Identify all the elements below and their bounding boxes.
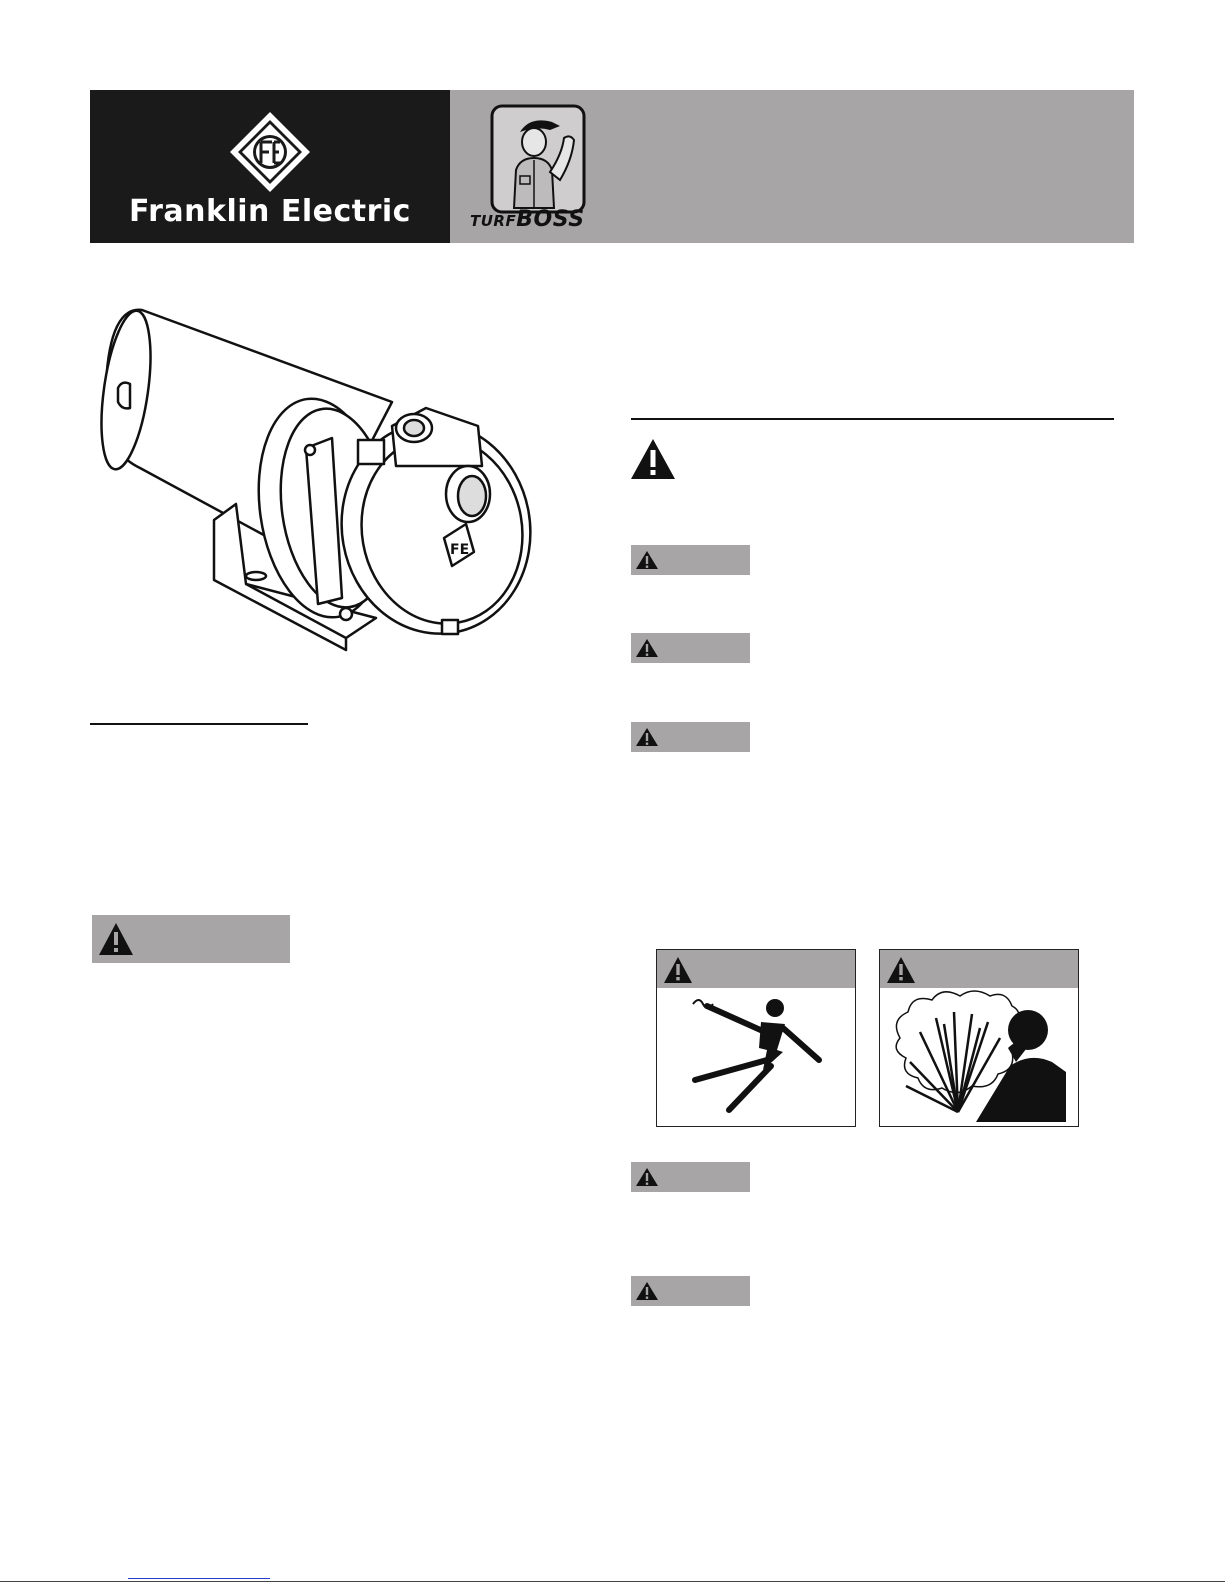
warning-triangle-icon (630, 438, 676, 480)
warning-label-bar (631, 1162, 750, 1192)
warning-triangle-icon (635, 550, 659, 570)
turfboss-prefix: TURF (470, 212, 517, 230)
warning-triangle-icon (663, 956, 693, 984)
hazard-panel-explosion (879, 949, 1079, 1127)
pump-illustration (96, 298, 538, 654)
warning-triangle-icon (635, 727, 659, 747)
section-rule-left (90, 723, 308, 725)
turfboss-mascot-icon (490, 104, 586, 214)
explosion-icon (880, 988, 1077, 1125)
warning-triangle-icon (635, 1167, 659, 1187)
section-rule-right (631, 418, 1114, 420)
warning-label-bar (631, 633, 750, 663)
warning-triangle-icon (635, 638, 659, 658)
franklin-electric-logo-icon (228, 110, 312, 194)
warning-label-bar (631, 545, 750, 575)
turfboss-wordmark (470, 207, 585, 232)
electric-shock-icon (657, 988, 854, 1125)
hazard-panel-header (880, 950, 1078, 988)
footer-link-underline[interactable] (128, 1578, 270, 1579)
svg-text:FE: FE (450, 542, 470, 558)
warning-label-bar (631, 1276, 750, 1306)
hazard-panel-electric-shock (656, 949, 856, 1127)
warning-label-bar (92, 915, 290, 963)
footer-rule (0, 1581, 1225, 1582)
warning-triangle-icon (635, 1281, 659, 1301)
warning-triangle-icon (98, 922, 134, 956)
warning-label-bar (631, 722, 750, 752)
warning-triangle-icon (886, 956, 916, 984)
hazard-panel-header (657, 950, 855, 988)
turfboss-suffix: BOSS (516, 207, 585, 232)
brand-name: Franklin Electric (129, 194, 411, 229)
